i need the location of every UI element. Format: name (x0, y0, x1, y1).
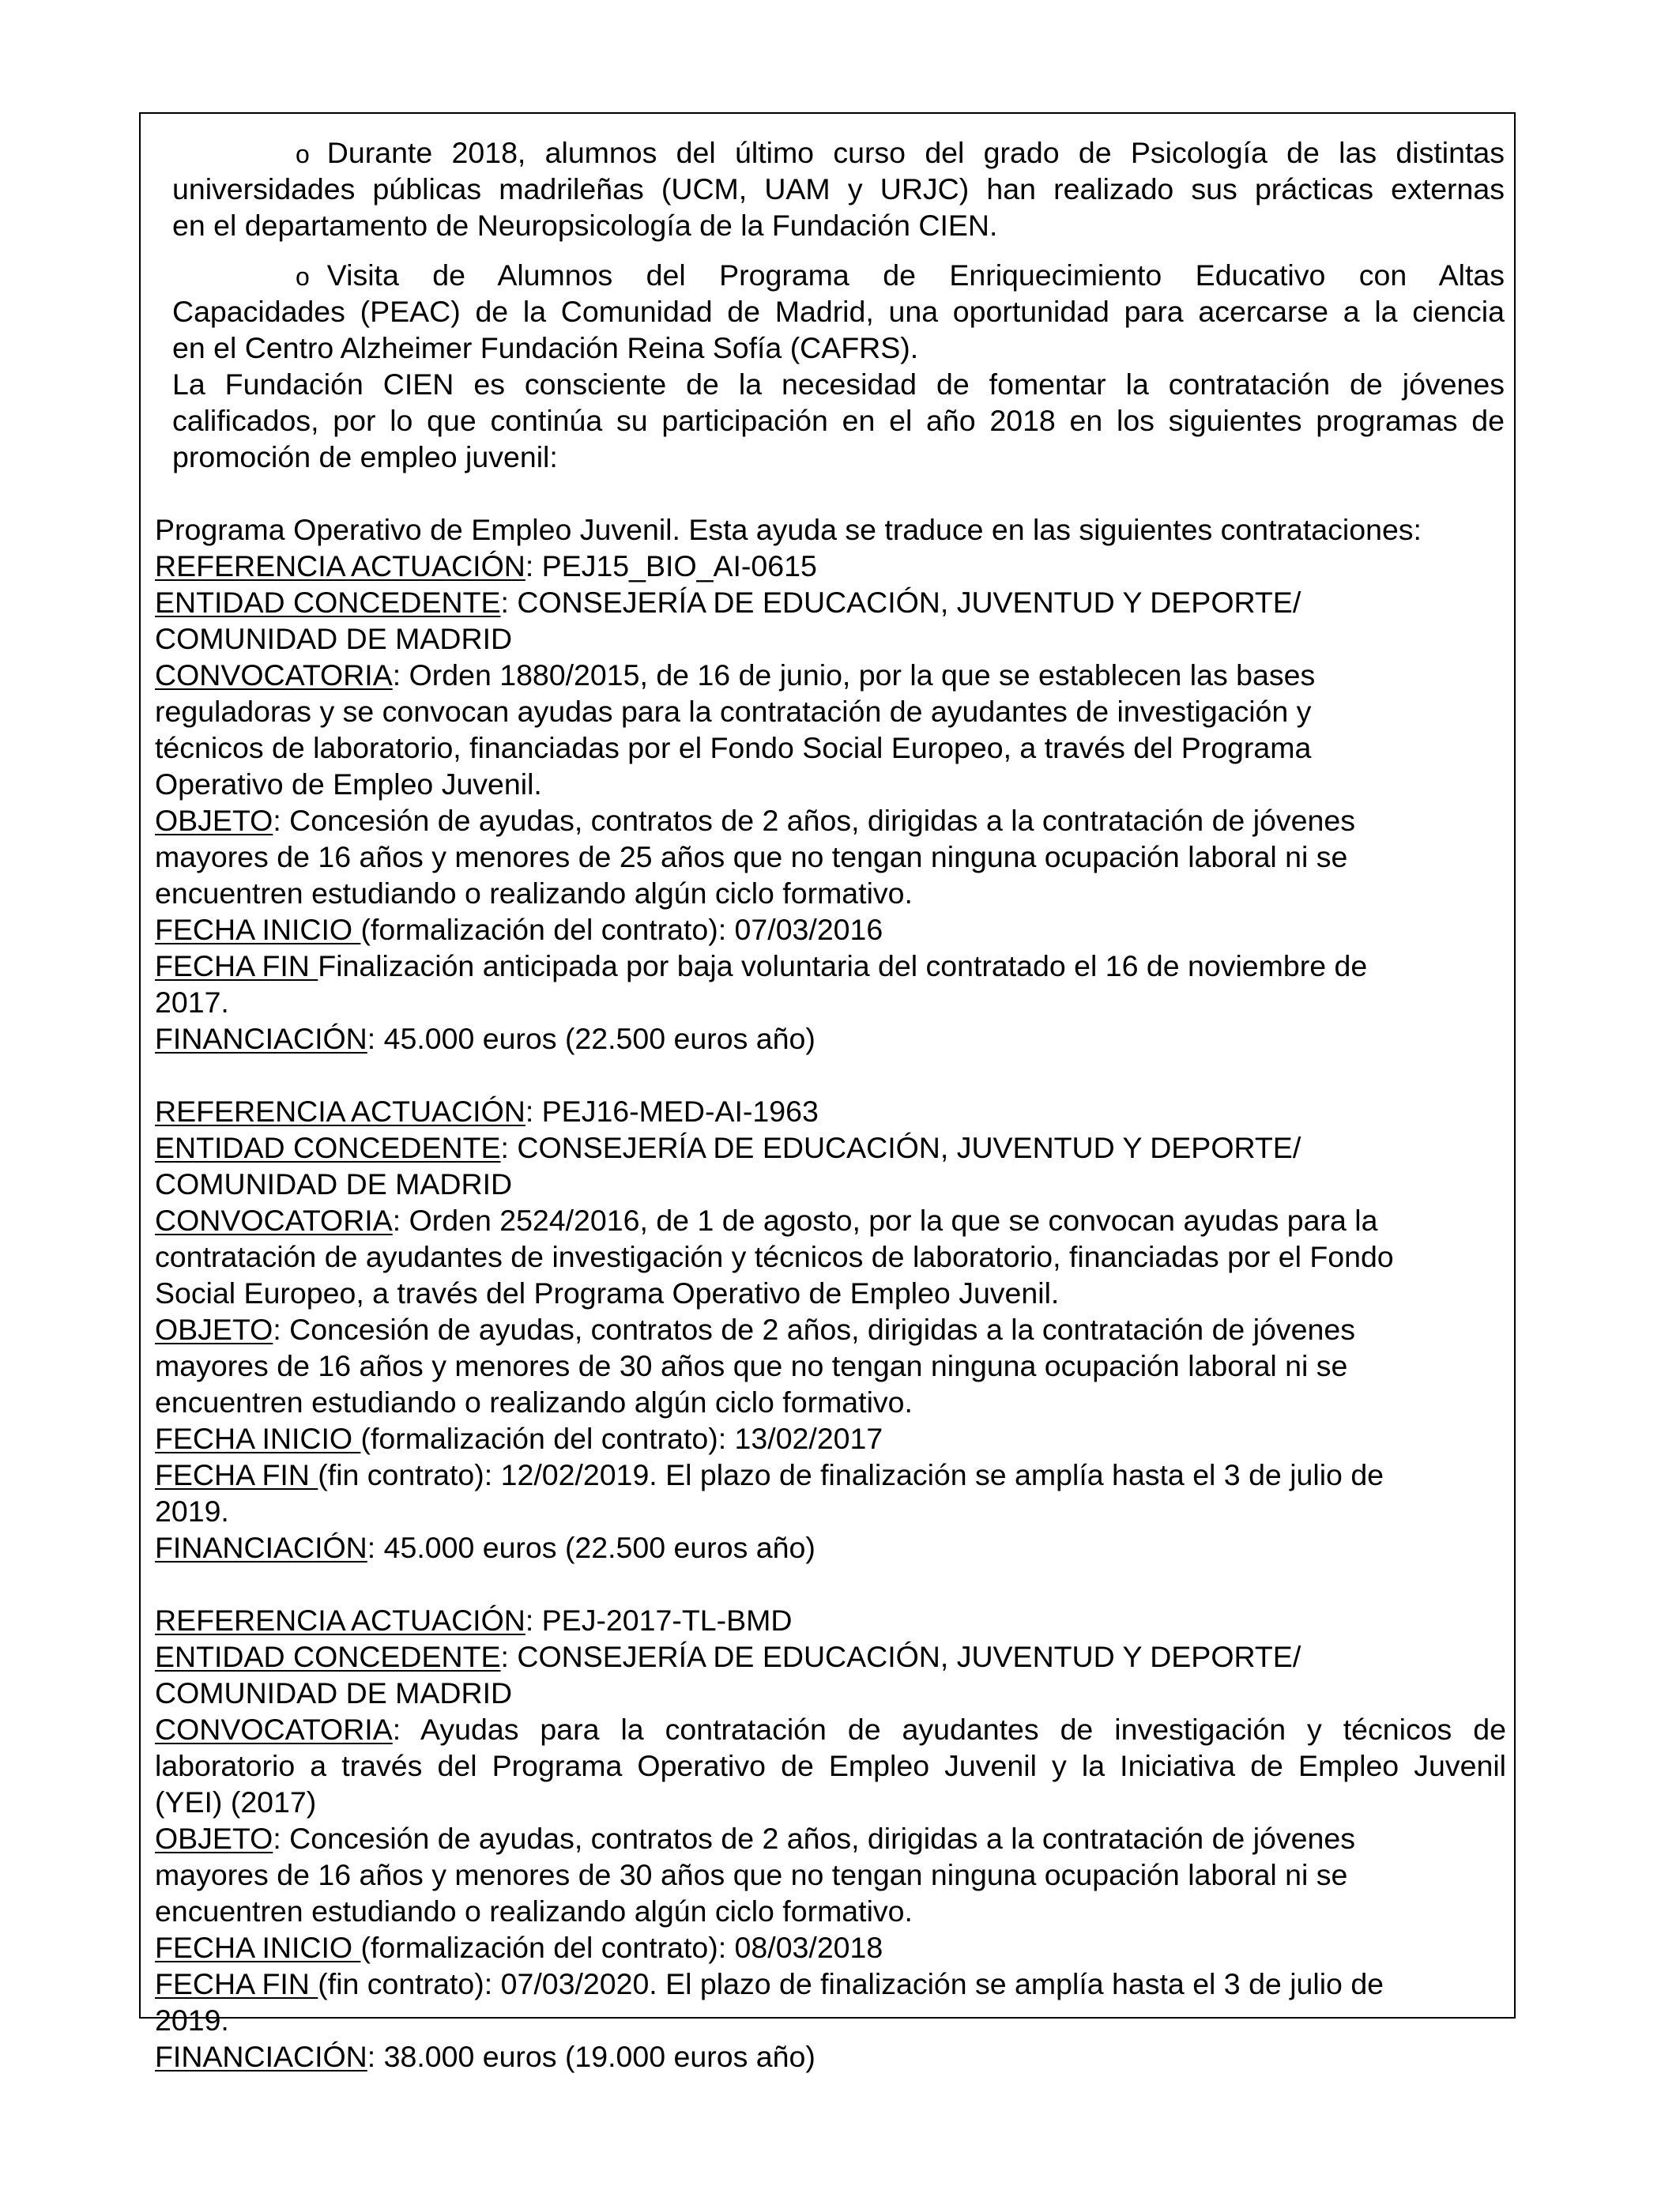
entry3-convocatoria: CONVOCATORIA: Ayudas para la contratación de ayudantes de investigación y técnicos de (155, 1713, 1506, 1746)
entry1-convocatoria-4: Operativo de Empleo Juvenil. (155, 767, 542, 801)
entry3-referencia: REFERENCIA ACTUACIÓN: PEJ-2017-TL-BMD (155, 1604, 793, 1637)
entry1-fecha-inicio: FECHA INICIO (formalización del contrato): 07/03/2016 (155, 913, 883, 946)
intro-paragraph-line-3: promoción de empleo juvenil: (172, 440, 558, 473)
entry2-objeto-2: mayores de 16 años y menores de 30 años que no tengan ninguna ocupación laboral ni se (155, 1349, 1348, 1382)
entry3-objeto-3: encuentren estudiando o realizando algún ciclo formativo. (155, 1894, 913, 1928)
program-line: Programa Operativo de Empleo Juvenil. Esta ayuda se traduce en las siguientes contrataciones: (155, 513, 1422, 546)
entry2-fecha-fin: FECHA FIN (fin contrato): 12/02/2019. El plazo de finalización se amplía hasta el 3 de julio de (155, 1458, 1384, 1491)
intro-paragraph-line-2: calificados, por lo que continúa su participación en el año 2018 en los siguientes programas de (172, 404, 1505, 437)
entry1-convocatoria-2: reguladoras y se convocan ayudas para la contratación de ayudantes de investigación y (155, 695, 1312, 728)
intro-paragraph-line-1: La Fundación CIEN es consciente de la necesidad de fomentar la contratación de jóvenes (172, 368, 1505, 401)
bullet2-line-1: o Visita de Alumnos del Programa de Enriquecimiento Educativo con Altas (172, 257, 1505, 293)
entry3-convocatoria-3: (YEI) (2017) (155, 1785, 317, 1819)
entry2-convocatoria: CONVOCATORIA: Orden 2524/2016, de 1 de agosto, por la que se convocan ayudas para la (155, 1204, 1378, 1237)
entry1-fecha-fin: FECHA FIN Finalización anticipada por baja voluntaria del contratado el 16 de noviembre de (155, 949, 1368, 982)
entry2-entidad-cont: COMUNIDAD DE MADRID (155, 1167, 513, 1201)
bullet2-line-2: Capacidades (PEAC) de la Comunidad de Madrid, una oportunidad para acercarse a la ciencia (172, 295, 1505, 328)
entry3-entidad-cont: COMUNIDAD DE MADRID (155, 1676, 513, 1710)
entry3-fecha-inicio: FECHA INICIO (formalización del contrato): 08/03/2018 (155, 1931, 883, 1964)
entry2-fecha-fin-2: 2019. (155, 1495, 229, 1528)
entry2-objeto-3: encuentren estudiando o realizando algún ciclo formativo. (155, 1385, 913, 1419)
entry1-objeto-2: mayores de 16 años y menores de 25 años que no tengan ninguna ocupación laboral ni se (155, 840, 1348, 873)
bullet1-line-3: en el departamento de Neuropsicología de la Fundación CIEN. (172, 209, 998, 242)
entry2-fecha-inicio: FECHA INICIO (formalización del contrato): 13/02/2017 (155, 1422, 883, 1455)
entry1-entidad: ENTIDAD CONCEDENTE: CONSEJERÍA DE EDUCACIÓN, JUVENTUD Y DEPORTE/ (155, 586, 1301, 619)
bullet1-line-1: o Durante 2018, alumnos del último curso del grado de Psicología de las distintas (172, 134, 1505, 171)
entry1-convocatoria: CONVOCATORIA: Orden 1880/2015, de 16 de junio, por la que se establecen las bases (155, 658, 1316, 692)
entry2-financiacion: FINANCIACIÓN: 45.000 euros (22.500 euros año) (155, 1531, 816, 1564)
entry3-entidad: ENTIDAD CONCEDENTE: CONSEJERÍA DE EDUCACIÓN, JUVENTUD Y DEPORTE/ (155, 1640, 1301, 1673)
entry2-referencia: REFERENCIA ACTUACIÓN: PEJ16-MED-AI-1963 (155, 1095, 819, 1128)
bullet-marker: o (296, 262, 310, 291)
entry3-fecha-fin-2: 2019. (155, 2004, 229, 2037)
entry1-financiacion: FINANCIACIÓN: 45.000 euros (22.500 euros año) (155, 1022, 816, 1055)
entry2-convocatoria-3: Social Europeo, a través del Programa Operativo de Empleo Juvenil. (155, 1276, 1060, 1310)
entry2-entidad: ENTIDAD CONCEDENTE: CONSEJERÍA DE EDUCACIÓN, JUVENTUD Y DEPORTE/ (155, 1131, 1301, 1164)
entry3-objeto-2: mayores de 16 años y menores de 30 años que no tengan ninguna ocupación laboral ni se (155, 1858, 1348, 1891)
entry1-objeto: OBJETO: Concesión de ayudas, contratos de 2 años, dirigidas a la contratación de jóvenes (155, 804, 1355, 837)
entry3-fecha-fin: FECHA FIN (fin contrato): 07/03/2020. El plazo de finalización se amplía hasta el 3 de julio de (155, 1967, 1384, 2000)
entry2-convocatoria-2: contratación de ayudantes de investigación y técnicos de laboratorio, financiadas por el Fondo (155, 1240, 1394, 1273)
entry3-financiacion: FINANCIACIÓN: 38.000 euros (19.000 euros año) (155, 2040, 816, 2073)
entry1-fecha-fin-2: 2017. (155, 986, 229, 1019)
entry2-objeto: OBJETO: Concesión de ayudas, contratos de 2 años, dirigidas a la contratación de jóvenes (155, 1313, 1355, 1346)
bullet-marker: o (296, 140, 310, 168)
entry3-convocatoria-2: laboratorio a través del Programa Operativo de Empleo Juvenil y la Iniciativa de Empleo Juvenil (155, 1749, 1506, 1782)
entry1-entidad-cont: COMUNIDAD DE MADRID (155, 622, 513, 655)
entry3-objeto: OBJETO: Concesión de ayudas, contratos de 2 años, dirigidas a la contratación de jóvenes (155, 1822, 1355, 1855)
entry1-objeto-3: encuentren estudiando o realizando algún ciclo formativo. (155, 876, 913, 910)
bullet1-line-2: universidades públicas madrileñas (UCM, UAM y URJC) han realizado sus prácticas externas (172, 172, 1505, 205)
entry1-referencia: REFERENCIA ACTUACIÓN: PEJ15_BIO_AI-0615 (155, 549, 817, 582)
entry1-convocatoria-3: técnicos de laboratorio, financiadas por el Fondo Social Europeo, a través del Programa (155, 731, 1312, 764)
bullet2-line-3: en el Centro Alzheimer Fundación Reina Sofía (CAFRS). (172, 331, 919, 364)
